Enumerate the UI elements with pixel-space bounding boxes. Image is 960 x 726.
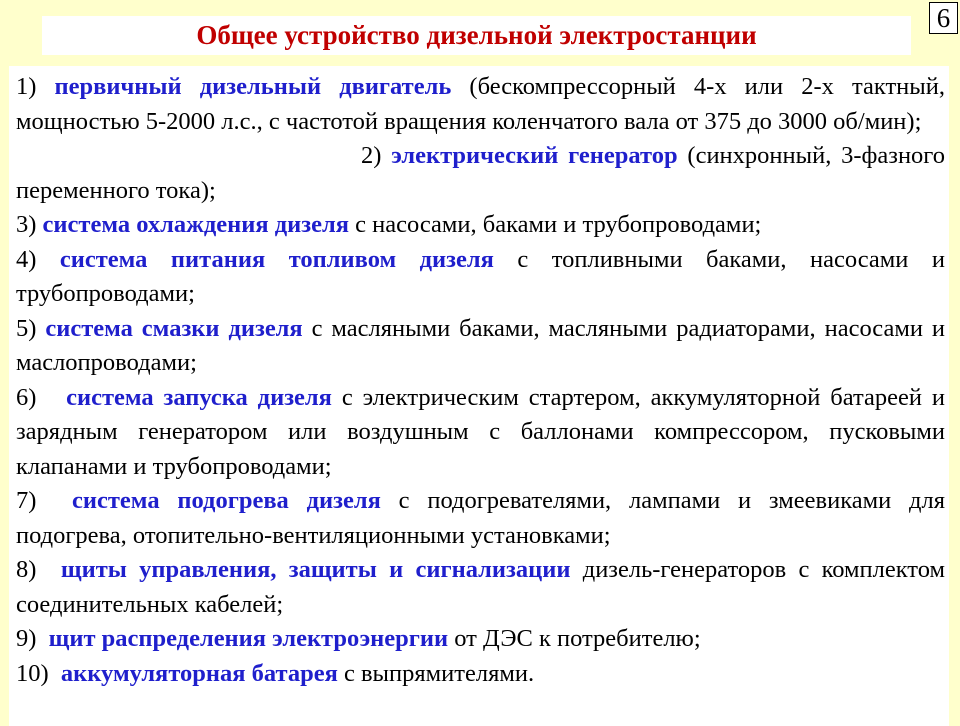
item-keyword: первичный дизельный двигатель — [54, 73, 452, 100]
item-number: 6) — [16, 383, 67, 411]
item-number: 2) — [361, 142, 392, 169]
item-keyword: аккумуляторная батарея — [60, 659, 338, 687]
slide-title-box — [42, 16, 911, 55]
item-text: (синхронный, 3-фазного переменного тока); — [16, 142, 945, 204]
slide-number: 6 — [929, 2, 958, 34]
item-number: 3) — [16, 211, 43, 238]
item-keyword: электрический генератор — [391, 142, 678, 169]
list-item-6 — [16, 381, 945, 485]
item-keyword: система запуска дизеля — [66, 383, 332, 411]
item-number: 7) — [16, 487, 73, 514]
item-text: с подогревателями, лампами и змеевиками для подогрева, отопительно-вентиляционными установками; — [16, 487, 945, 549]
list-item-2 — [16, 139, 945, 208]
item-number: 5) — [16, 314, 46, 342]
item-text: с выпрямителями. — [337, 659, 535, 687]
list-item-4 — [16, 243, 945, 312]
item-keyword: щит распределения электроэнергии — [48, 625, 449, 652]
item-number: 10) — [16, 659, 61, 687]
item-text: (бескомпрессорный 4-х или 2-х тактный, мощностью 5-2000 л.с., с частотой вращения коленчатого вала от 375 до 3000 об/мин); — [16, 73, 945, 135]
item-keyword: система питания топливом дизеля — [59, 245, 494, 273]
item-number: 4) — [16, 245, 60, 273]
item-text: с электрическим стартером, аккумуляторной батареей и зарядным генератором или воздушным с баллонами компрессором, пусковыми клапанами и трубопроводами; — [16, 383, 945, 480]
item-keyword: система подогрева дизеля — [72, 487, 381, 514]
item-keyword: система смазки дизеля — [45, 314, 303, 342]
list-item-7 — [16, 484, 945, 553]
list-item-8 — [16, 553, 945, 622]
list-item-10 — [16, 657, 945, 692]
item-text: с топливными баками, насосами и трубопроводами; — [16, 245, 945, 307]
content-box — [9, 66, 949, 726]
list-item-3 — [16, 208, 945, 243]
item-number: 1) — [16, 73, 55, 100]
list-item-1 — [16, 70, 945, 139]
list-item-5 — [16, 312, 945, 381]
item-number: 8) — [16, 556, 61, 583]
slide-title: Общее устройство дизельной электростанции — [196, 20, 757, 50]
list-item-9 — [16, 622, 945, 657]
item-text: дизель-генераторов с комплектом соединительных кабелей; — [16, 556, 945, 618]
item-number: 9) — [16, 625, 49, 652]
item-text: от ДЭС к потребителю; — [448, 625, 701, 652]
item-keyword: щиты управления, защиты и сигнализации — [60, 556, 571, 583]
item-text: с насосами, баками и трубопроводами; — [348, 211, 762, 238]
item-keyword: система охлаждения дизеля — [42, 211, 349, 238]
item-text: с масляными баками, масляными радиаторами, насосами и маслопроводами; — [16, 314, 945, 376]
